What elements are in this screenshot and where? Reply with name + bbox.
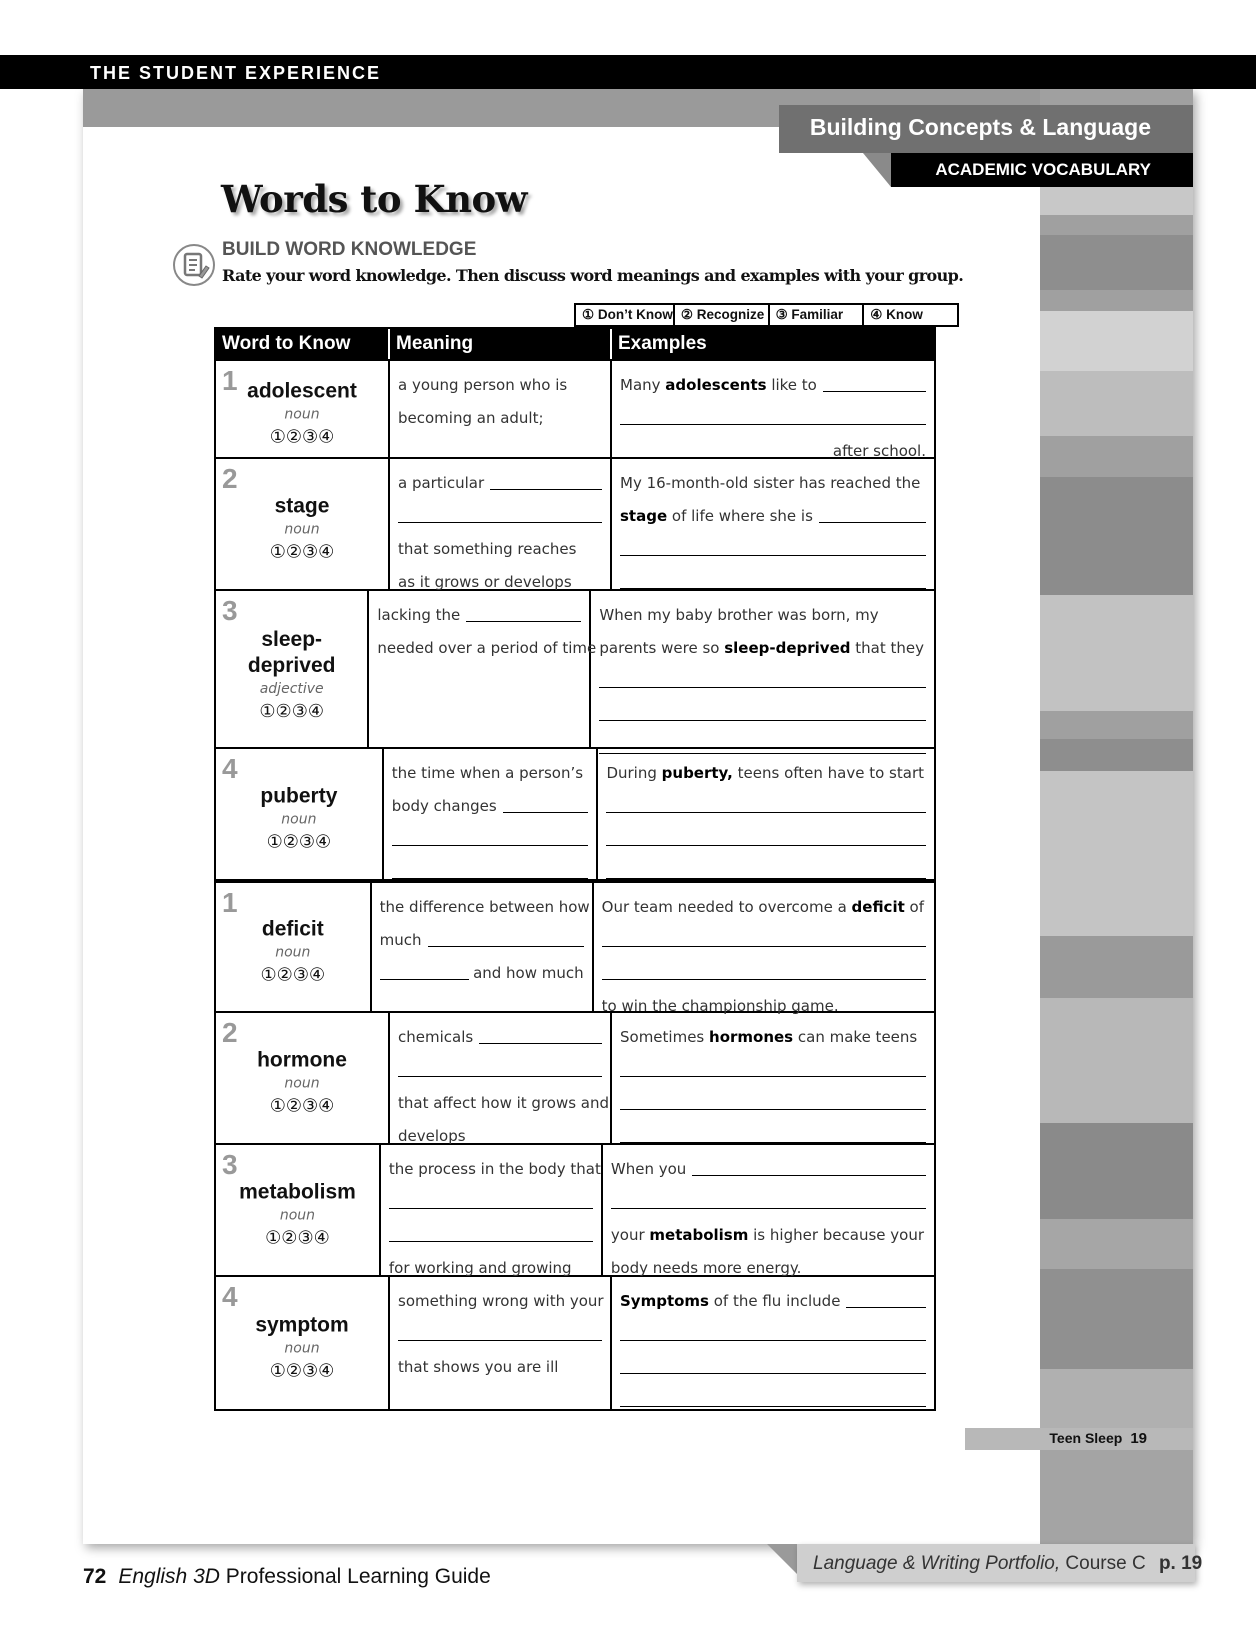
example-cell (591, 591, 934, 747)
example-line (602, 887, 926, 920)
meaning-text: and how much (473, 964, 584, 982)
meaning-line (398, 1017, 602, 1050)
portfolio-course: Course C (1065, 1553, 1146, 1574)
part-of-speech: noun (279, 1207, 316, 1224)
example-text: Symptoms of the flu include (620, 1292, 841, 1310)
rating-circles[interactable]: ①②③④ (260, 964, 326, 986)
example-text: body needs more energy. (610, 1259, 802, 1277)
portfolio-title: Language & Writing Portfolio, (813, 1553, 1061, 1574)
meaning-text: as it grows or develops (398, 573, 572, 591)
blank-line[interactable] (606, 877, 926, 879)
example-text: after school. (832, 442, 926, 460)
word-number: 1 (222, 365, 238, 396)
example-line (620, 365, 926, 398)
example-line (599, 661, 926, 694)
meaning-line (389, 1182, 593, 1215)
legend-recognize: ② Recognize (675, 305, 770, 325)
example-line (620, 1347, 926, 1380)
vocab-word: hormone (257, 1048, 347, 1072)
meaning-line (398, 1347, 602, 1380)
legend-dont-know: ① Don’t Know (576, 305, 675, 325)
example-cell (594, 883, 934, 1015)
rating-legend (574, 303, 959, 327)
word-number: 4 (222, 753, 238, 784)
blank-line[interactable] (392, 877, 589, 879)
example-line (620, 1314, 926, 1347)
word-block (216, 1048, 388, 1117)
meaning-text: body changes (391, 797, 497, 815)
part-of-speech: noun (284, 406, 320, 423)
blank-line[interactable] (620, 1108, 926, 1110)
word-cell (216, 591, 369, 747)
meaning-text: needed over a period of time (377, 639, 597, 657)
meaning-line (398, 1314, 602, 1347)
top-banner (0, 55, 1256, 89)
meaning-text: much (379, 931, 422, 949)
example-line (620, 1017, 926, 1050)
meaning-text: something wrong with your (398, 1292, 604, 1310)
blank-line[interactable] (602, 978, 926, 980)
meaning-line (377, 595, 581, 628)
legend-know: ④ Know (870, 307, 923, 322)
rating-circles[interactable]: ①②③④ (269, 1095, 335, 1117)
example-text: Many adolescents like to (620, 376, 817, 394)
table-row (216, 457, 934, 589)
side-stripes (1040, 89, 1193, 1544)
meaning-line (380, 953, 584, 986)
meaning-text: chemicals (398, 1028, 474, 1046)
meaning-text: that something reaches (398, 540, 577, 558)
word-block (216, 917, 370, 986)
example-text: When you (610, 1160, 687, 1178)
meaning-text: the time when a person’s (391, 764, 584, 782)
example-text: My 16-month-old sister has reached the (620, 474, 921, 492)
word-cell (216, 1277, 390, 1409)
word-block (216, 494, 388, 563)
header-corner (863, 153, 891, 187)
meaning-text: the difference between how (379, 898, 590, 916)
blank-line[interactable] (606, 844, 926, 846)
meaning-text: a particular (398, 474, 485, 492)
tab-label-page: 19 (1130, 1430, 1147, 1447)
example-cell (612, 459, 934, 589)
example-text: Our team needed to overcome a deficit of (601, 898, 924, 916)
build-word-knowledge-title: BUILD WORD KNOWLEDGE (222, 239, 477, 260)
vocab-word: sleep- deprived (247, 628, 336, 678)
meaning-line (392, 852, 589, 885)
example-line (606, 786, 926, 819)
blank-line[interactable] (398, 1339, 602, 1341)
blank-line[interactable] (389, 1240, 593, 1242)
header-word: Word to Know (216, 329, 390, 359)
blank-line[interactable] (380, 978, 469, 980)
word-number: 1 (222, 887, 238, 918)
blank-line[interactable] (846, 1306, 926, 1308)
subsection-header (891, 153, 1193, 187)
footer-page-number: 72 (83, 1565, 107, 1588)
word-number: 4 (222, 1281, 238, 1312)
blank-line[interactable] (611, 1207, 926, 1209)
blank-line[interactable] (389, 1207, 593, 1209)
example-cell (598, 749, 934, 879)
example-text: to win the championship game. (601, 997, 839, 1015)
blank-line[interactable] (620, 554, 926, 556)
footer-book-title: English 3D (118, 1565, 220, 1588)
word-cell (216, 749, 384, 879)
meaning-cell (390, 1013, 612, 1143)
word-cell (216, 1013, 390, 1143)
blank-line[interactable] (602, 945, 926, 947)
blank-line[interactable] (620, 1339, 926, 1341)
example-text: stage of life where she is (620, 507, 813, 525)
meaning-line (380, 920, 584, 953)
meaning-text: a young person who is (398, 376, 568, 394)
table-row (216, 359, 934, 460)
rating-circles[interactable]: ①②③④ (259, 701, 324, 723)
meaning-text: that affect how it grows and (398, 1094, 610, 1112)
table-row (216, 589, 934, 747)
vocab-word: stage (274, 494, 330, 518)
blank-line[interactable] (398, 1075, 602, 1077)
page-footer (83, 1565, 491, 1589)
blank-line[interactable] (823, 390, 926, 392)
vocabulary-table (214, 327, 936, 1411)
example-line (611, 1182, 926, 1215)
section-header (779, 105, 1193, 153)
legend-familiar: ③ Familiar (770, 305, 865, 325)
header-meaning: Meaning (390, 329, 612, 359)
example-cell (612, 1013, 934, 1143)
meaning-cell (390, 361, 612, 457)
word-cell (216, 1145, 381, 1275)
blank-line[interactable] (398, 456, 602, 458)
part-of-speech: noun (284, 521, 320, 538)
word-cell (216, 459, 390, 589)
table-header (216, 329, 934, 359)
portfolio-page: p. 19 (1158, 1553, 1203, 1574)
example-text: your metabolism is higher because your (610, 1226, 924, 1244)
example-line (620, 529, 926, 562)
word-number: 2 (222, 463, 238, 494)
meaning-text: for working and growing (388, 1259, 572, 1277)
meaning-cell (384, 749, 599, 879)
example-line (620, 1281, 926, 1314)
blank-line[interactable] (620, 423, 926, 425)
example-line (599, 694, 926, 727)
meaning-cell (390, 1277, 612, 1409)
word-block (216, 1313, 388, 1382)
example-line (620, 398, 926, 431)
blank-line[interactable] (490, 488, 602, 490)
table-row (216, 1275, 934, 1409)
meaning-line (398, 496, 602, 529)
word-block (216, 379, 388, 448)
page-title: Words to Know (221, 177, 528, 221)
example-line (606, 819, 926, 852)
example-cell (612, 361, 934, 460)
example-text: Sometimes hormones can make teens (620, 1028, 918, 1046)
part-of-speech: noun (284, 1340, 320, 1357)
vocab-word: metabolism (239, 1180, 356, 1204)
example-cell (603, 1145, 934, 1275)
meaning-line (398, 1281, 602, 1314)
table-row (216, 1143, 934, 1275)
example-line (620, 1380, 926, 1413)
meaning-text: lacking the (377, 606, 461, 624)
example-text: During puberty, teens often have to start (606, 764, 924, 782)
example-line (602, 953, 926, 986)
table-body (216, 359, 934, 1409)
example-line (606, 753, 926, 786)
example-line (620, 463, 926, 496)
word-number: 3 (222, 595, 238, 626)
blank-line[interactable] (692, 1174, 926, 1176)
example-line (602, 920, 926, 953)
example-line (611, 1215, 926, 1248)
blank-line[interactable] (620, 1075, 926, 1077)
meaning-line (377, 628, 597, 661)
meaning-line (398, 529, 602, 562)
meaning-cell (381, 1145, 603, 1275)
blank-line[interactable] (479, 1042, 602, 1044)
example-line (606, 852, 926, 885)
blank-line[interactable] (503, 811, 589, 813)
meaning-line (392, 819, 589, 852)
build-instructions: Rate your word knowledge. Then discuss word meanings and examples with your group. (222, 266, 964, 285)
word-number: 3 (222, 1149, 238, 1180)
part-of-speech: noun (284, 1075, 320, 1092)
vocab-word: symptom (255, 1313, 349, 1337)
blank-line[interactable] (819, 521, 926, 523)
blank-line[interactable] (428, 945, 584, 947)
part-of-speech: noun (281, 811, 317, 828)
section-title: Building Concepts & Language (809, 114, 1151, 140)
rating-circles[interactable]: ①②③④ (269, 426, 335, 448)
meaning-line (398, 463, 602, 496)
meaning-line (398, 1050, 602, 1083)
blank-line[interactable] (620, 587, 926, 589)
notebook-pencil-icon (173, 244, 215, 286)
meaning-text: the process in the body that (388, 1160, 601, 1178)
vocab-word: deficit (261, 917, 324, 941)
meaning-cell (372, 883, 594, 1011)
tab-label-text: Teen Sleep (1049, 1430, 1123, 1446)
rating-circles[interactable]: ①②③④ (269, 1360, 335, 1382)
word-cell (216, 361, 390, 457)
blank-line[interactable] (620, 456, 829, 458)
table-row (216, 1011, 934, 1143)
example-cell (612, 1277, 934, 1409)
blank-line[interactable] (599, 686, 926, 688)
header-examples: Examples (618, 333, 707, 354)
rating-circles[interactable]: ①②③④ (265, 1227, 330, 1249)
blank-line[interactable] (392, 844, 589, 846)
example-line (620, 496, 926, 529)
vocab-word: adolescent (247, 379, 357, 403)
word-block (216, 1180, 379, 1249)
meaning-line (398, 365, 602, 398)
part-of-speech: noun (275, 944, 311, 961)
example-line (620, 1050, 926, 1083)
meaning-line (388, 1149, 601, 1182)
blank-line[interactable] (620, 1141, 926, 1143)
example-line (620, 1083, 926, 1116)
example-text: parents were so sleep-deprived that they (599, 639, 924, 657)
example-line (599, 595, 926, 628)
meaning-line (392, 786, 589, 819)
blank-line[interactable] (620, 1372, 926, 1374)
vocab-word: puberty (260, 784, 338, 808)
rating-circles[interactable]: ①②③④ (269, 541, 335, 563)
blank-line[interactable] (466, 620, 581, 622)
meaning-line (379, 887, 590, 920)
word-block (216, 627, 367, 722)
meaning-line (389, 1215, 593, 1248)
rating-circles[interactable]: ①②③④ (266, 831, 332, 853)
example-line (611, 1149, 926, 1182)
blank-line[interactable] (606, 811, 926, 813)
portfolio-reference (797, 1544, 1203, 1582)
portfolio-corner (767, 1544, 797, 1574)
meaning-line (398, 1083, 610, 1116)
word-number: 2 (222, 1017, 238, 1048)
blank-line[interactable] (620, 1405, 926, 1407)
top-banner-text: THE STUDENT EXPERIENCE (90, 63, 382, 83)
part-of-speech: adjective (259, 681, 324, 698)
footer-book-subtitle: Professional Learning Guide (225, 1565, 491, 1588)
meaning-text: that shows you are ill (398, 1358, 559, 1376)
table-row (216, 747, 934, 879)
meaning-line (392, 753, 589, 786)
word-cell (216, 883, 372, 1011)
page-tab-label (965, 1428, 1193, 1450)
worksheet-page (83, 89, 1193, 1544)
example-text: When my baby brother was born, my (599, 606, 879, 624)
example-line (599, 628, 926, 661)
word-block (216, 784, 382, 853)
blank-line[interactable] (599, 719, 926, 721)
table-row (216, 879, 934, 1015)
meaning-line (398, 398, 602, 431)
meaning-cell (390, 459, 612, 589)
subsection-title: ACADEMIC VOCABULARY (935, 160, 1151, 179)
meaning-cell (369, 591, 597, 747)
meaning-text: develops (398, 1127, 466, 1145)
blank-line[interactable] (398, 521, 602, 523)
meaning-text: becoming an adult; (398, 409, 544, 427)
